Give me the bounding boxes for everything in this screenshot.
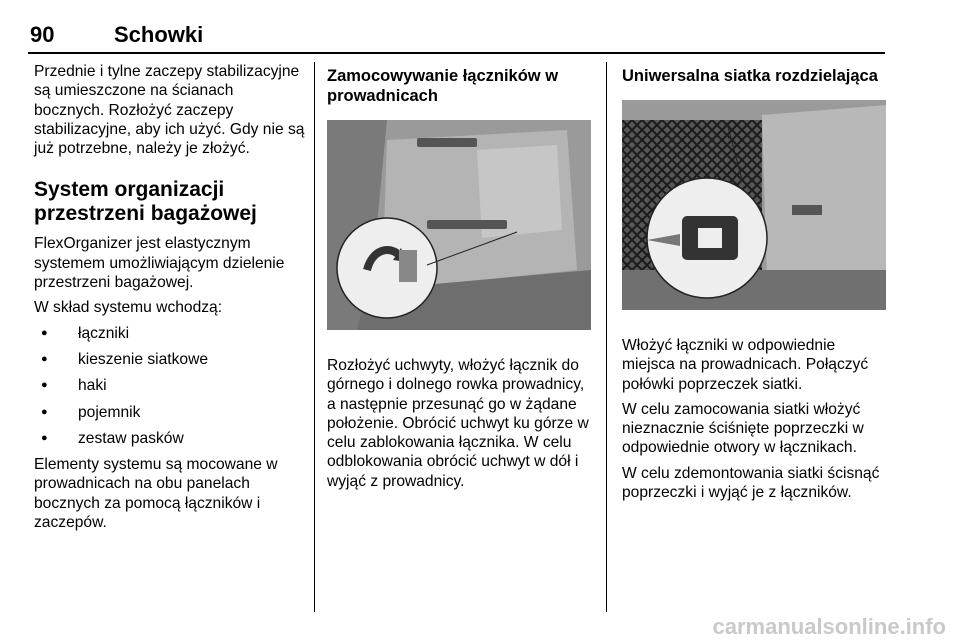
column-2 [327, 62, 595, 497]
column-divider [606, 62, 607, 612]
column-divider [314, 62, 315, 612]
page-header [0, 0, 960, 54]
header-rule [28, 52, 885, 54]
section-title: Schowki [114, 22, 204, 47]
components-list [34, 324, 306, 448]
list-item: ● kieszenie siatkowe [34, 350, 306, 369]
heading-connectors: Zamocowywanie łączników w prowadnicach [327, 67, 559, 105]
watermark: carmanualsonline.info [712, 614, 946, 639]
paragraph-flexorganizer: FlexOrganizer jest elastycznym systemem umożliwiającym dzielenie przestrzeni bagażowej. [34, 235, 285, 292]
paragraph-mounting: Elementy systemu są mocowane w prowadnicach na obu panelach bocznych za pomocą łączników i zaczepów. [34, 456, 278, 532]
paragraph-net-remove: W celu zdemontowania siatki ścisnąć poprzeczki i wyjąć je z łączników. [622, 464, 880, 502]
connector-illustration [327, 120, 591, 330]
paragraph-stabilizers: Przednie i tylne zaczepy stabilizacyjne są umieszczone na ścianach bocznych. Rozłożyć zaczepy stabilizacyjne, aby ich użyć. Gdy nie są już potrzebne, należy je złożyć. [34, 63, 305, 158]
list-item: ● zestaw pasków [34, 429, 306, 448]
list-item: ● łączniki [34, 324, 306, 343]
net-illustration [622, 100, 886, 310]
paragraph-connector-instructions: Rozłożyć uchwyty, włożyć łącznik do górnego i dolnego rowka prowadnicy, a następnie przesunąć go w żądane położenie. Obrócić uchwyt ku górze w celu zablokowania łącznika. W celu odblokowania obrócić uchwyt w dół i wyjąć z prowadnicy. [327, 357, 589, 490]
heading-organizer: System organizacji przestrzeni bagażowej [34, 178, 257, 226]
paragraph-net-insert: Włożyć łączniki w odpowiednie miejsca na prowadnicach. Połączyć połówki poprzeczek siatki. [622, 337, 869, 393]
page-number: 90 [30, 22, 55, 47]
column-1 [34, 62, 306, 538]
paragraph-net-mount: W celu zamocowania siatki włożyć nieznacznie ściśnięte poprzeczki w odpowiednie otwory w łącznikach. [622, 400, 864, 457]
list-item: ● pojemnik [34, 403, 306, 422]
list-item: ● haki [34, 376, 306, 395]
heading-net: Uniwersalna siatka rozdzielająca [622, 67, 878, 85]
paragraph-components-intro: W skład systemu wchodzą: [34, 299, 223, 317]
column-3 [622, 62, 890, 508]
